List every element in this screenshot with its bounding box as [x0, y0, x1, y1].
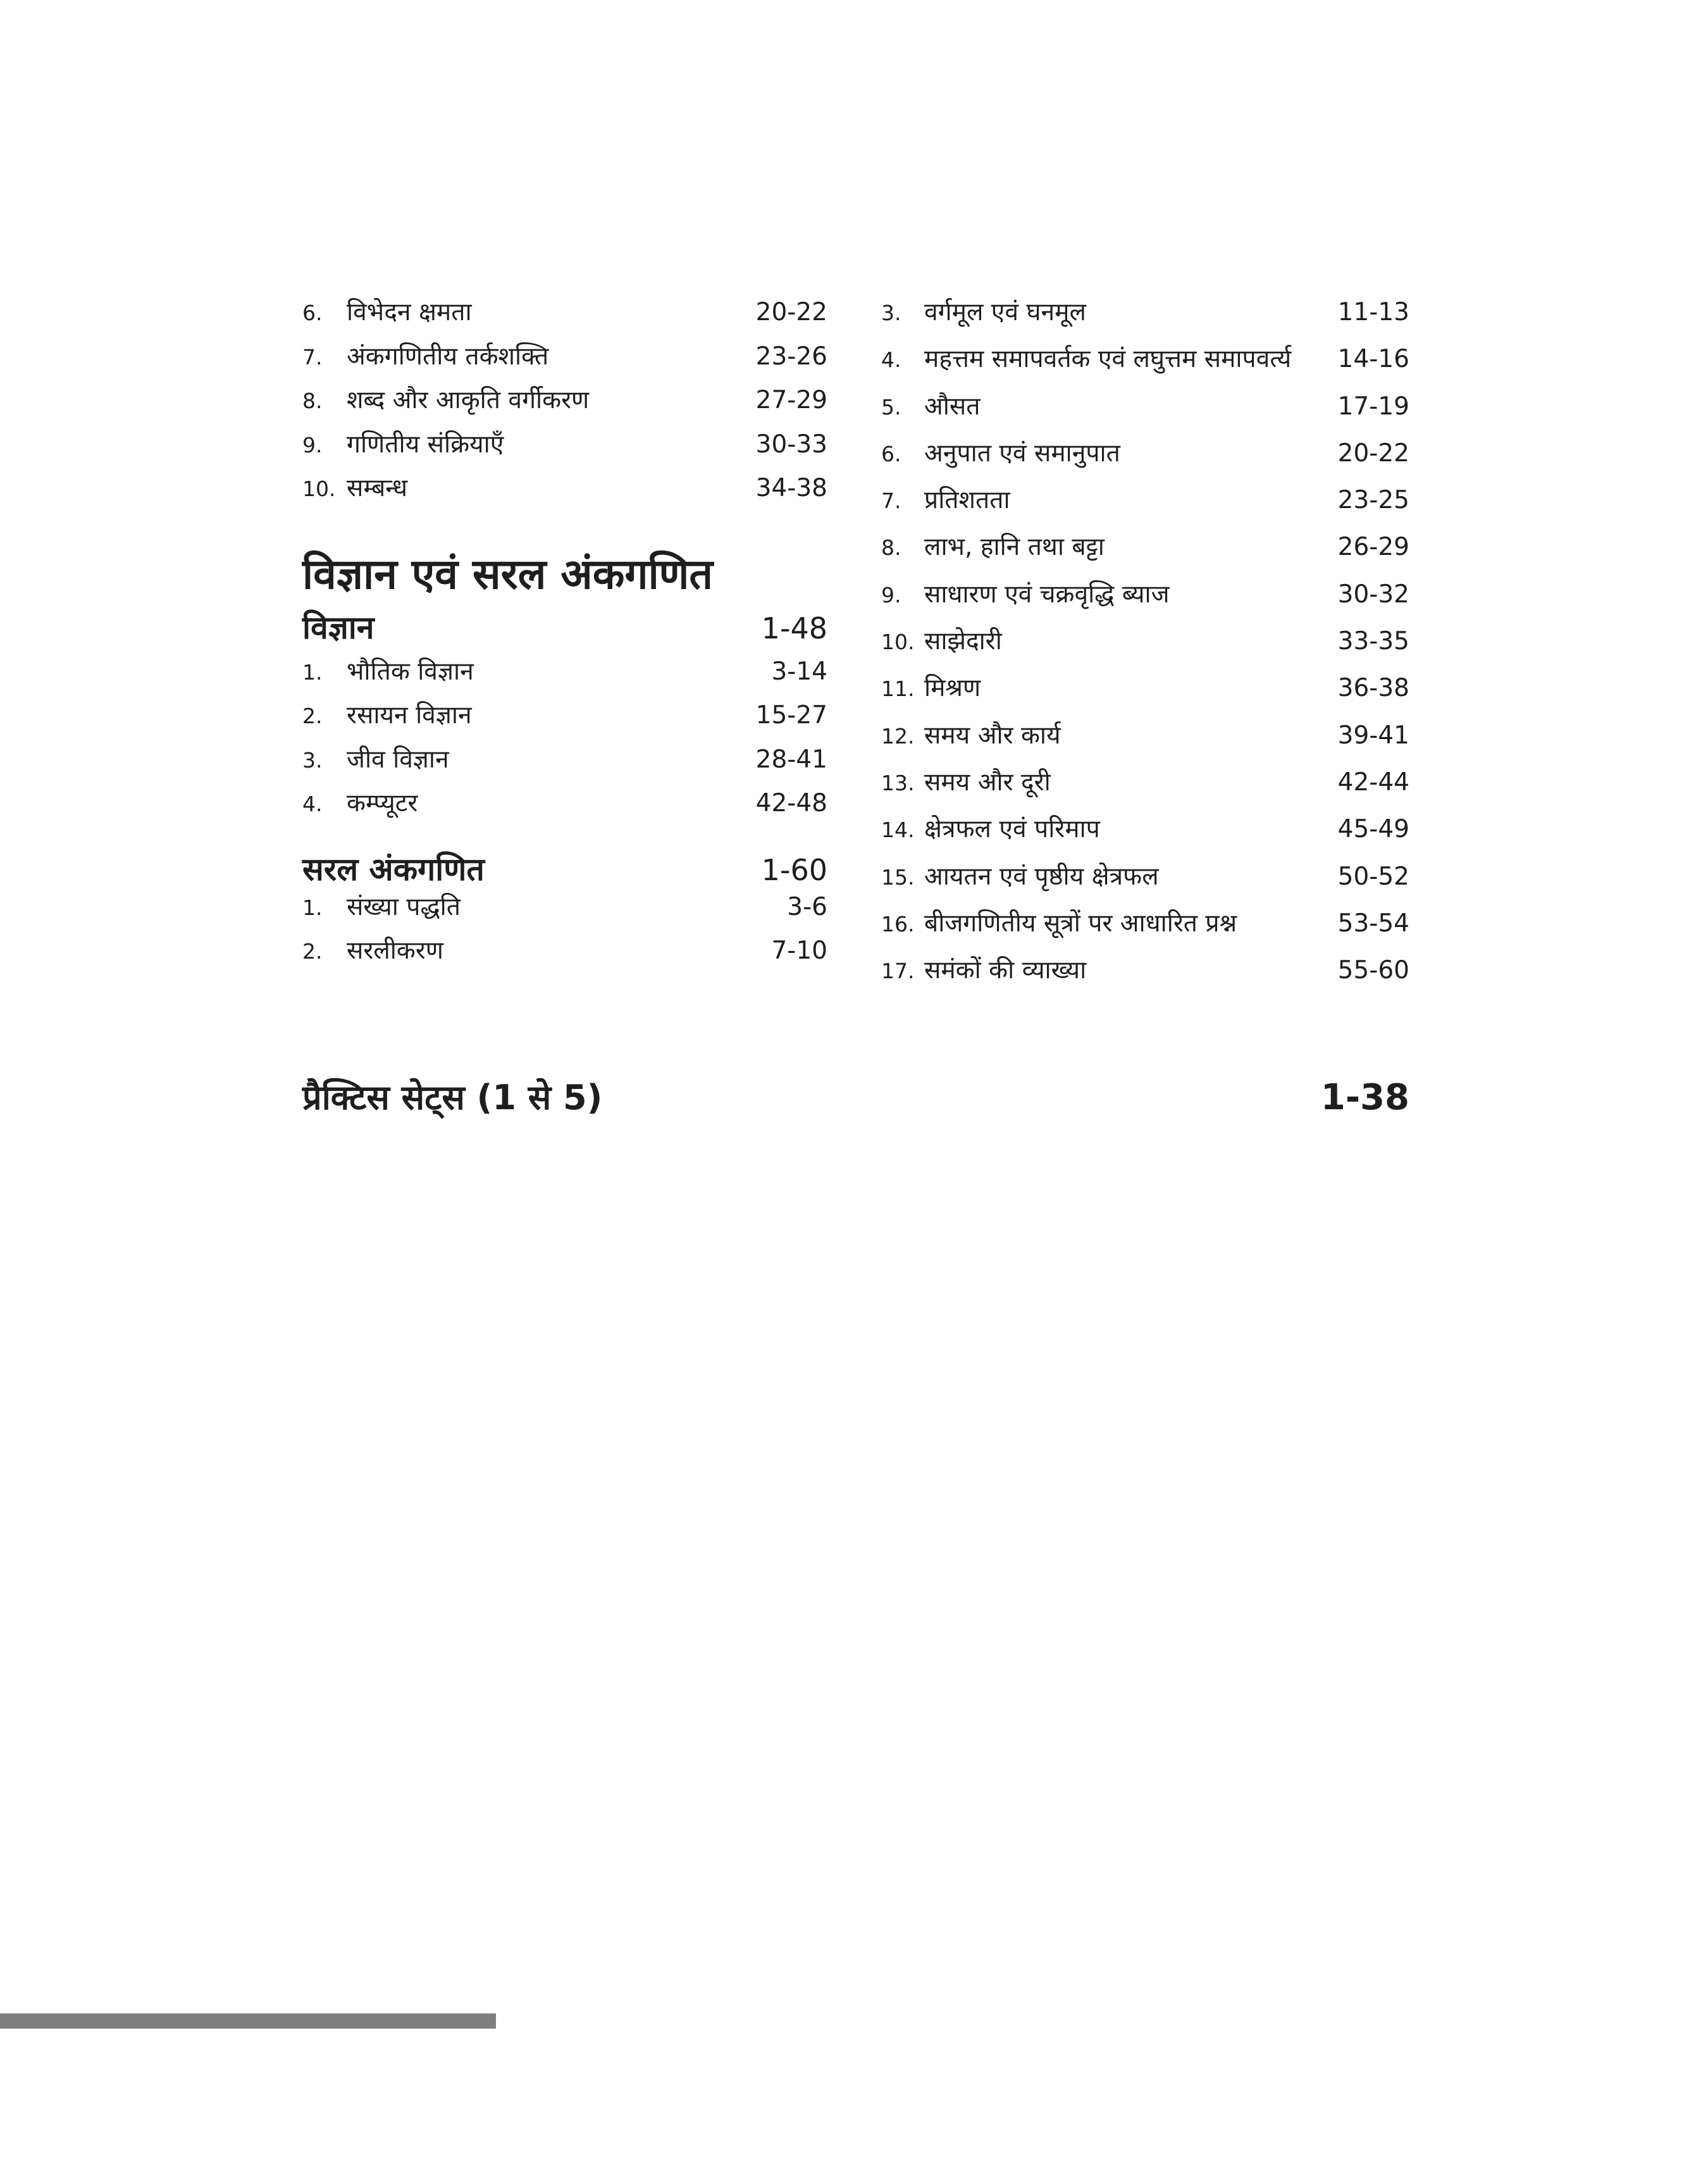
entry-title: साधारण एवं चक्रवृद्धि ब्याज — [924, 580, 1170, 609]
entry-pages: 23-25 — [1337, 486, 1409, 515]
reasoning-continued-list — [302, 297, 827, 518]
toc-entry[interactable] — [881, 673, 1409, 720]
entry-pages: 3-14 — [771, 657, 827, 686]
entry-number: 17. — [881, 959, 915, 984]
toc-entry[interactable] — [302, 430, 827, 474]
entry-number: 13. — [881, 770, 915, 795]
toc-entry[interactable] — [302, 936, 827, 980]
entry-number: 10. — [881, 630, 915, 655]
toc-entry[interactable] — [881, 580, 1409, 626]
toc-entry[interactable] — [881, 909, 1409, 955]
entry-pages: 42-48 — [755, 789, 827, 818]
entry-pages: 14-16 — [1337, 345, 1409, 374]
entry-title: अनुपात एवं समानुपात — [924, 438, 1120, 468]
toc-right-column — [881, 297, 1409, 1002]
toc-entry[interactable] — [302, 297, 827, 342]
entry-title: मिश्रण — [924, 674, 981, 703]
entry-pages: 26-29 — [1337, 533, 1409, 562]
toc-entry[interactable] — [881, 392, 1409, 438]
entry-pages: 23-26 — [755, 342, 827, 371]
entry-number: 1. — [302, 659, 323, 685]
toc-entry[interactable] — [881, 438, 1409, 485]
part-title: विज्ञान एवं सरल अंकगणित — [302, 549, 714, 599]
entry-title: क्षेत्रफल एवं परिमाप — [924, 815, 1100, 844]
toc-entry[interactable] — [881, 721, 1409, 768]
toc-entry[interactable] — [881, 344, 1409, 391]
section-heading-arithmetic[interactable] — [302, 849, 827, 892]
entry-number: 4. — [302, 792, 323, 816]
toc-entry[interactable] — [881, 768, 1409, 814]
entry-title: प्रतिशतता — [924, 486, 1010, 515]
entry-pages: 34-38 — [755, 474, 827, 502]
entry-number: 16. — [881, 911, 915, 936]
entry-number: 7. — [302, 344, 323, 370]
entry-title: साझेदारी — [924, 627, 1002, 656]
entry-number: 8. — [881, 535, 901, 561]
practice-sets-entry[interactable] — [302, 1076, 1409, 1120]
entry-title: लाभ, हानि तथा बट्टा — [924, 533, 1105, 562]
entry-title: भौतिक विज्ञान — [347, 657, 474, 686]
section-title: विज्ञान — [302, 609, 374, 646]
entry-number: 5. — [881, 394, 901, 420]
toc-entry[interactable] — [881, 814, 1409, 861]
entry-number: 2. — [302, 704, 323, 728]
toc-entry[interactable] — [302, 788, 827, 833]
toc-entry[interactable] — [881, 485, 1409, 532]
practice-sets-title: प्रैक्टिस सेट्स (1 से 5) — [302, 1078, 603, 1117]
entry-title: आयतन एवं पृष्ठीय क्षेत्रफल — [924, 862, 1159, 891]
entry-number: 10. — [302, 476, 336, 501]
entry-title: समंकों की व्याख्या — [924, 956, 1087, 985]
entry-number: 6. — [302, 301, 323, 325]
toc-entry[interactable] — [881, 862, 1409, 909]
entry-number: 7. — [881, 488, 901, 514]
entry-pages: 39-41 — [1337, 721, 1409, 750]
entry-title: जीव विज्ञान — [347, 745, 449, 774]
entry-number: 15. — [881, 864, 915, 890]
entry-number: 3. — [302, 747, 323, 773]
entry-pages: 53-54 — [1337, 909, 1409, 938]
entry-pages: 27-29 — [755, 386, 827, 414]
entry-pages: 50-52 — [1337, 862, 1409, 891]
entry-number: 14. — [881, 818, 915, 843]
entry-number: 11. — [881, 676, 915, 702]
entry-title: गणितीय संक्रियाएँ — [347, 430, 504, 459]
entry-number: 4. — [881, 347, 901, 373]
section-pages: 1-60 — [761, 852, 827, 887]
entry-number: 1. — [302, 895, 323, 920]
entry-number: 8. — [302, 389, 323, 413]
entry-pages: 20-22 — [1337, 438, 1409, 468]
section-title: सरल अंकगणित — [302, 850, 485, 888]
entry-number: 12. — [881, 723, 915, 749]
footer-bar — [0, 2013, 496, 2029]
entry-pages: 20-22 — [755, 298, 827, 327]
toc-entry[interactable] — [302, 745, 827, 789]
entry-title: औसत — [924, 392, 981, 421]
entry-title: अंकगणितीय तर्कशक्ति — [347, 342, 549, 371]
toc-left-column — [302, 297, 827, 980]
entry-number: 9. — [302, 432, 323, 457]
entry-title: विभेदन क्षमता — [347, 298, 472, 327]
entry-title: समय और कार्य — [924, 721, 1061, 750]
arithmetic-list — [302, 892, 827, 980]
section-heading-science[interactable] — [302, 607, 827, 657]
entry-title: रसायन विज्ञान — [347, 701, 472, 730]
toc-entry[interactable] — [302, 385, 827, 430]
practice-sets-pages: 1-38 — [1320, 1077, 1409, 1118]
entry-title: सम्बन्ध — [347, 474, 408, 502]
entry-pages: 45-49 — [1337, 815, 1409, 844]
toc-entry[interactable] — [881, 955, 1409, 1002]
entry-pages: 30-32 — [1337, 580, 1409, 609]
entry-number: 6. — [881, 441, 901, 466]
entry-title: समय और दूरी — [924, 768, 1051, 797]
toc-entry[interactable] — [302, 473, 827, 518]
entry-pages: 55-60 — [1337, 956, 1409, 985]
entry-pages: 15-27 — [755, 701, 827, 730]
entry-pages: 11-13 — [1337, 298, 1409, 327]
entry-pages: 36-38 — [1337, 674, 1409, 703]
entry-number: 3. — [881, 301, 901, 325]
entry-pages: 30-33 — [755, 430, 827, 459]
entry-pages: 17-19 — [1337, 392, 1409, 421]
entry-title: शब्द और आकृति वर्गीकरण — [347, 386, 590, 414]
science-list — [302, 657, 827, 833]
entry-title: कम्प्यूटर — [347, 789, 418, 818]
section-pages: 1-48 — [761, 611, 827, 645]
toc-entry[interactable] — [881, 297, 1409, 344]
toc-entry[interactable] — [302, 700, 827, 745]
entry-title: संख्या पद्धति — [347, 892, 461, 921]
toc-entry[interactable] — [881, 532, 1409, 579]
entry-pages: 7-10 — [771, 936, 827, 965]
entry-title: वर्गमूल एवं घनमूल — [924, 298, 1086, 327]
entry-number: 2. — [302, 939, 323, 964]
entry-pages: 33-35 — [1337, 627, 1409, 656]
toc-entry[interactable] — [302, 892, 827, 936]
toc-entry[interactable] — [302, 657, 827, 701]
entry-title: सरलीकरण — [347, 936, 443, 965]
entry-pages: 42-44 — [1337, 768, 1409, 797]
toc-entry[interactable] — [881, 626, 1409, 673]
entry-pages: 3-6 — [787, 892, 827, 921]
entry-title: बीजगणितीय सूत्रों पर आधारित प्रश्न — [924, 909, 1237, 938]
entry-pages: 28-41 — [755, 745, 827, 774]
entry-number: 9. — [881, 582, 901, 607]
toc-entry[interactable] — [302, 342, 827, 386]
entry-title: महत्तम समापवर्तक एवं लघुत्तम समापवर्त्य — [924, 345, 1292, 374]
